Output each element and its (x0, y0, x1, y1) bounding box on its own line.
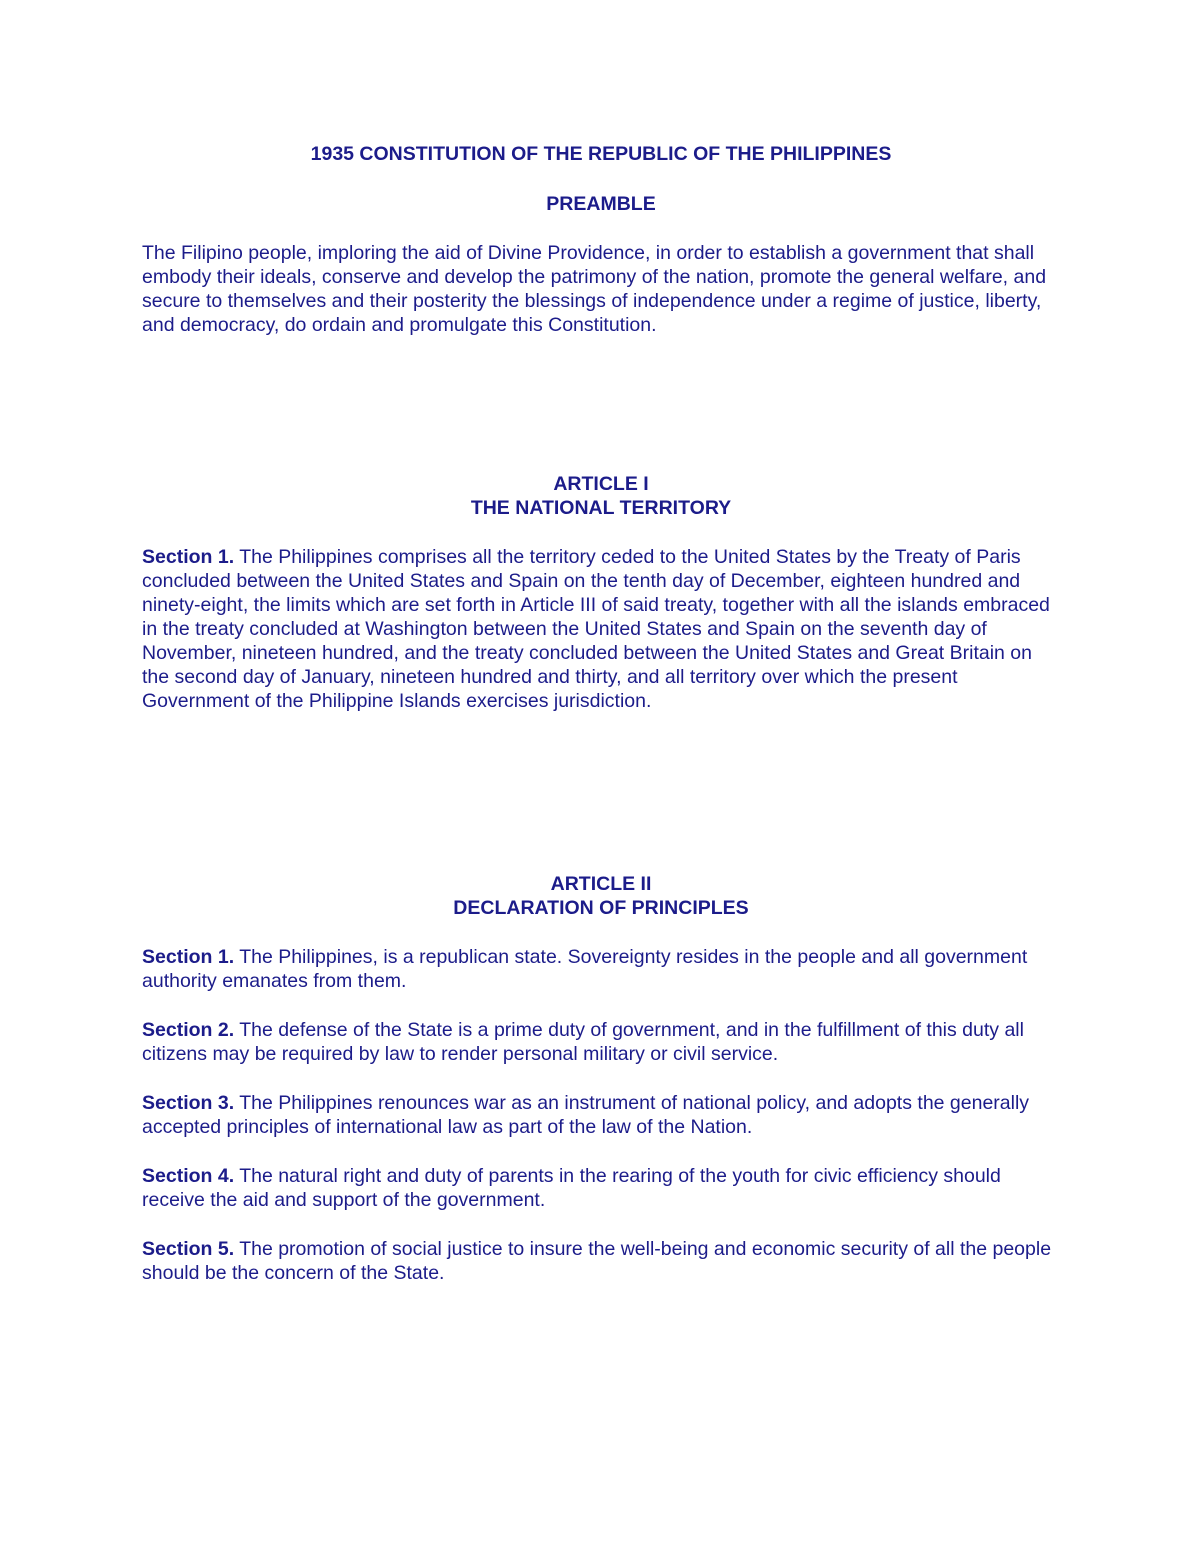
section-text: The defense of the State is a prime duty of government, and in the fulfillment of this duty all citizens may be required by law to render personal military or civil service. (142, 1019, 1024, 1065)
preamble-heading: PREAMBLE (546, 193, 656, 215)
section-label: Section 1. (142, 546, 235, 568)
section-text: The Philippines comprises all the territory ceded to the United States by the Treaty of Paris concluded between the United States and Spain on the tenth day of December, eighteen hundred and ninety-eight, the limits which are set forth in Article III of said treaty, together with all the islands embraced in the treaty concluded at Washington between the United States and Spain on the seventh day of November, nineteen hundred, and the treaty concluded between the United States and Great Britain on the second day of January, nineteen hundred and thirty, and all territory over which the present Government of the Philippine Islands exercises jurisdiction. (142, 546, 1050, 712)
section-label: Section 3. (142, 1092, 235, 1114)
article-2-section-4 (142, 1164, 1060, 1212)
section-label: Section 2. (142, 1019, 235, 1041)
article-2-section-5 (142, 1237, 1060, 1285)
section-label: Section 1. (142, 946, 235, 968)
preamble-text: The Filipino people, imploring the aid of Divine Providence, in order to establish a government that shall embody their ideals, conserve and develop the patrimony of the nation, promote the general welfare, and secure to themselves and their posterity the blessings of independence under a regime of justice, liberty, and democracy, do ordain and promulgate this Constitution. (142, 242, 1047, 336)
article-2-section-3 (142, 1091, 1060, 1139)
document-title: 1935 CONSTITUTION OF THE REPUBLIC OF THE PHILIPPINES (310, 143, 892, 165)
article-1-section-1 (142, 545, 1060, 713)
section-text: The promotion of social justice to insure the well-being and economic security of all the people should be the concern of the State. (142, 1238, 1052, 1284)
article-2-title: DECLARATION OF PRINCIPLES (453, 897, 749, 919)
section-text: The natural right and duty of parents in the rearing of the youth for civic efficiency should receive the aid and support of the government. (142, 1165, 1001, 1211)
section-label: Section 5. (142, 1238, 235, 1260)
article-2-section-1 (142, 945, 1060, 993)
section-label: Section 4. (142, 1165, 235, 1187)
article-2-number: ARTICLE II (550, 873, 652, 895)
article-1-title: THE NATIONAL TERRITORY (470, 497, 732, 519)
document-page (142, 142, 1060, 1310)
section-text: The Philippines, is a republican state. Sovereignty resides in the people and all government authority emanates from them. (142, 946, 1028, 992)
article-1-number: ARTICLE I (553, 473, 649, 495)
section-text: The Philippines renounces war as an instrument of national policy, and adopts the generally accepted principles of international law as part of the law of the Nation. (142, 1092, 1030, 1138)
article-2-section-2 (142, 1018, 1060, 1066)
